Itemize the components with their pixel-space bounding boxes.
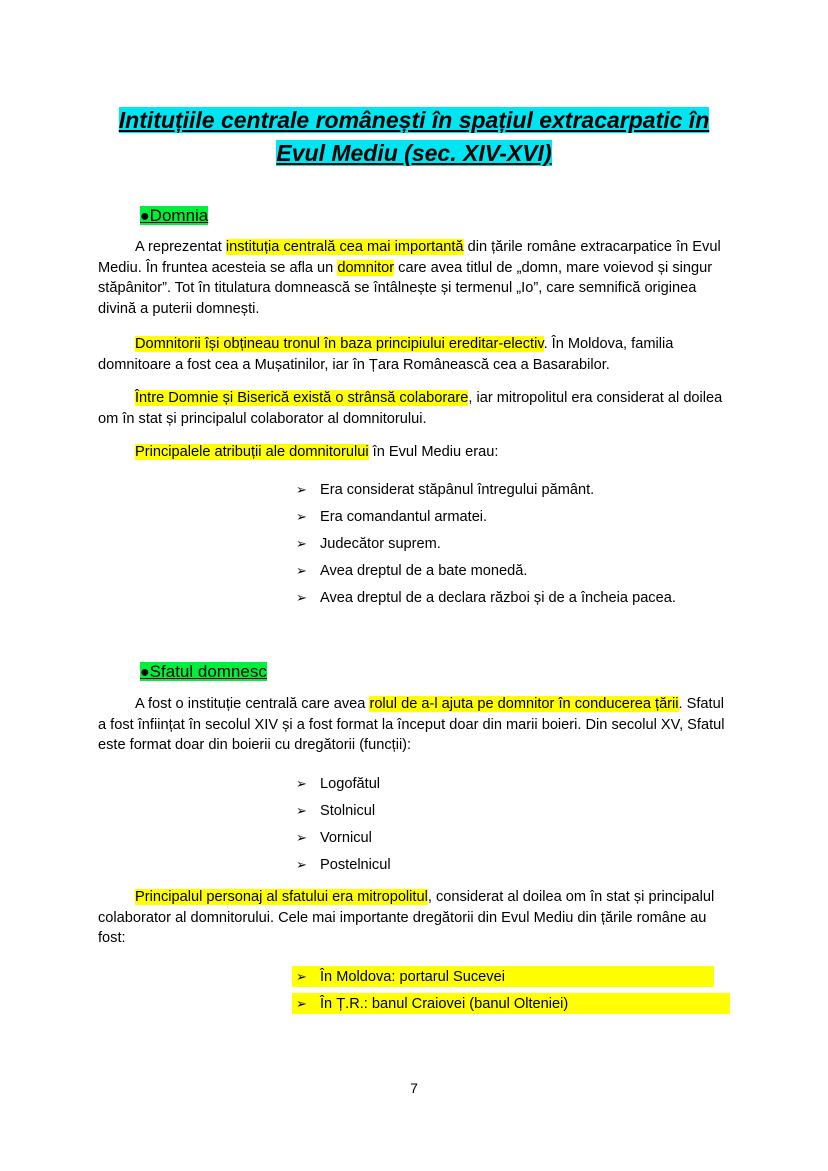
list-item: ➢ Stolnicul xyxy=(296,803,376,819)
paragraph-domnia-church: Între Domnie și Biserică există o strânsă colaborare, iar mitropolitul era considerat al doilea om în stat și principalul colaborator al domnitorului. xyxy=(98,390,723,427)
list-item: ➢ Avea dreptul de a bate monedă. xyxy=(296,563,528,579)
list-item: ➢ În Ț.R.: banul Craiovei (banul Olteniei) xyxy=(292,993,730,1014)
bullet-icon: ● xyxy=(140,664,150,681)
arrow-bullet-icon: ➢ xyxy=(296,536,307,551)
paragraph-sfatul-intro: A fost o instituție centrală care avea rolul de a-l ajuta pe domnitor în conducerea țării. Sfatul a fost înființat în secolul XIV și a fost format la început doar din marii boieri. Din secolul XV, Sfatul este format doar din boierii cu dregătorii (funcții): xyxy=(98,696,725,754)
list-important-dregatorii xyxy=(292,966,730,1020)
arrow-bullet-icon: ➢ xyxy=(296,776,307,791)
list-item: ➢ Avea dreptul de a declara război și de a încheia pacea. xyxy=(296,590,676,606)
list-item: ➢ Logofătul xyxy=(296,776,381,792)
section-heading-domnia: ●Domnia xyxy=(140,206,209,225)
list-domnitor-attributes xyxy=(296,480,676,615)
list-item: ➢ Era considerat stăpânul întregului pământ. xyxy=(296,482,595,498)
arrow-bullet-icon: ➢ xyxy=(296,969,307,984)
list-dregatori xyxy=(296,774,391,882)
arrow-bullet-icon: ➢ xyxy=(296,563,307,578)
arrow-bullet-icon: ➢ xyxy=(296,590,307,605)
arrow-bullet-icon: ➢ xyxy=(296,482,307,497)
list-item: ➢ În Moldova: portarul Sucevei xyxy=(292,966,714,987)
arrow-bullet-icon: ➢ xyxy=(296,996,307,1011)
bullet-icon: ● xyxy=(140,208,150,225)
arrow-bullet-icon: ➢ xyxy=(296,857,307,872)
list-item: ➢ Vornicul xyxy=(296,830,372,846)
paragraph-domnia-attributes: Principalele atribuții ale domnitorului în Evul Mediu erau: xyxy=(135,444,499,460)
paragraph-domnia-intro: A reprezentat instituția centrală cea mai importantă din țările române extracarpatice în Evul Mediu. În fruntea acesteia se afla un domnitor care avea titlul de „domn, mare voievod și singur stăpânitor”. Tot în titulatura domnească se întâlnește și termenul „Io”, care semnifică originea divină a puterii domnești. xyxy=(98,239,721,317)
list-item: ➢ Judecător suprem. xyxy=(296,536,441,552)
arrow-bullet-icon: ➢ xyxy=(296,509,307,524)
title-line-2: Evul Mediu (sec. XIV-XVI) xyxy=(276,140,552,166)
arrow-bullet-icon: ➢ xyxy=(296,830,307,845)
paragraph-domnia-succession: Domnitorii își obțineau tronul în baza principiului ereditar-electiv. În Moldova, familia domnitoare a fost cea a Mușatinilor, iar în Țara Românească cea a Basarabilor. xyxy=(98,336,674,373)
list-item: ➢ Era comandantul armatei. xyxy=(296,509,488,525)
page-title xyxy=(98,104,730,170)
page-number: 7 xyxy=(410,1080,418,1096)
paragraph-sfatul-mitropolit: Principalul personaj al sfatului era mitropolitul, considerat al doilea om în stat și principalul colaborator al domnitorului. Cele mai importante dregătorii din Evul Mediu din țările române au fost: xyxy=(98,889,715,947)
list-item: ➢ Postelnicul xyxy=(296,857,391,873)
section-heading-sfatul: ●Sfatul domnesc xyxy=(140,662,267,681)
arrow-bullet-icon: ➢ xyxy=(296,803,307,818)
title-line-1: Intituțiile centrale românești în spațiul extracarpatic în xyxy=(118,107,710,133)
